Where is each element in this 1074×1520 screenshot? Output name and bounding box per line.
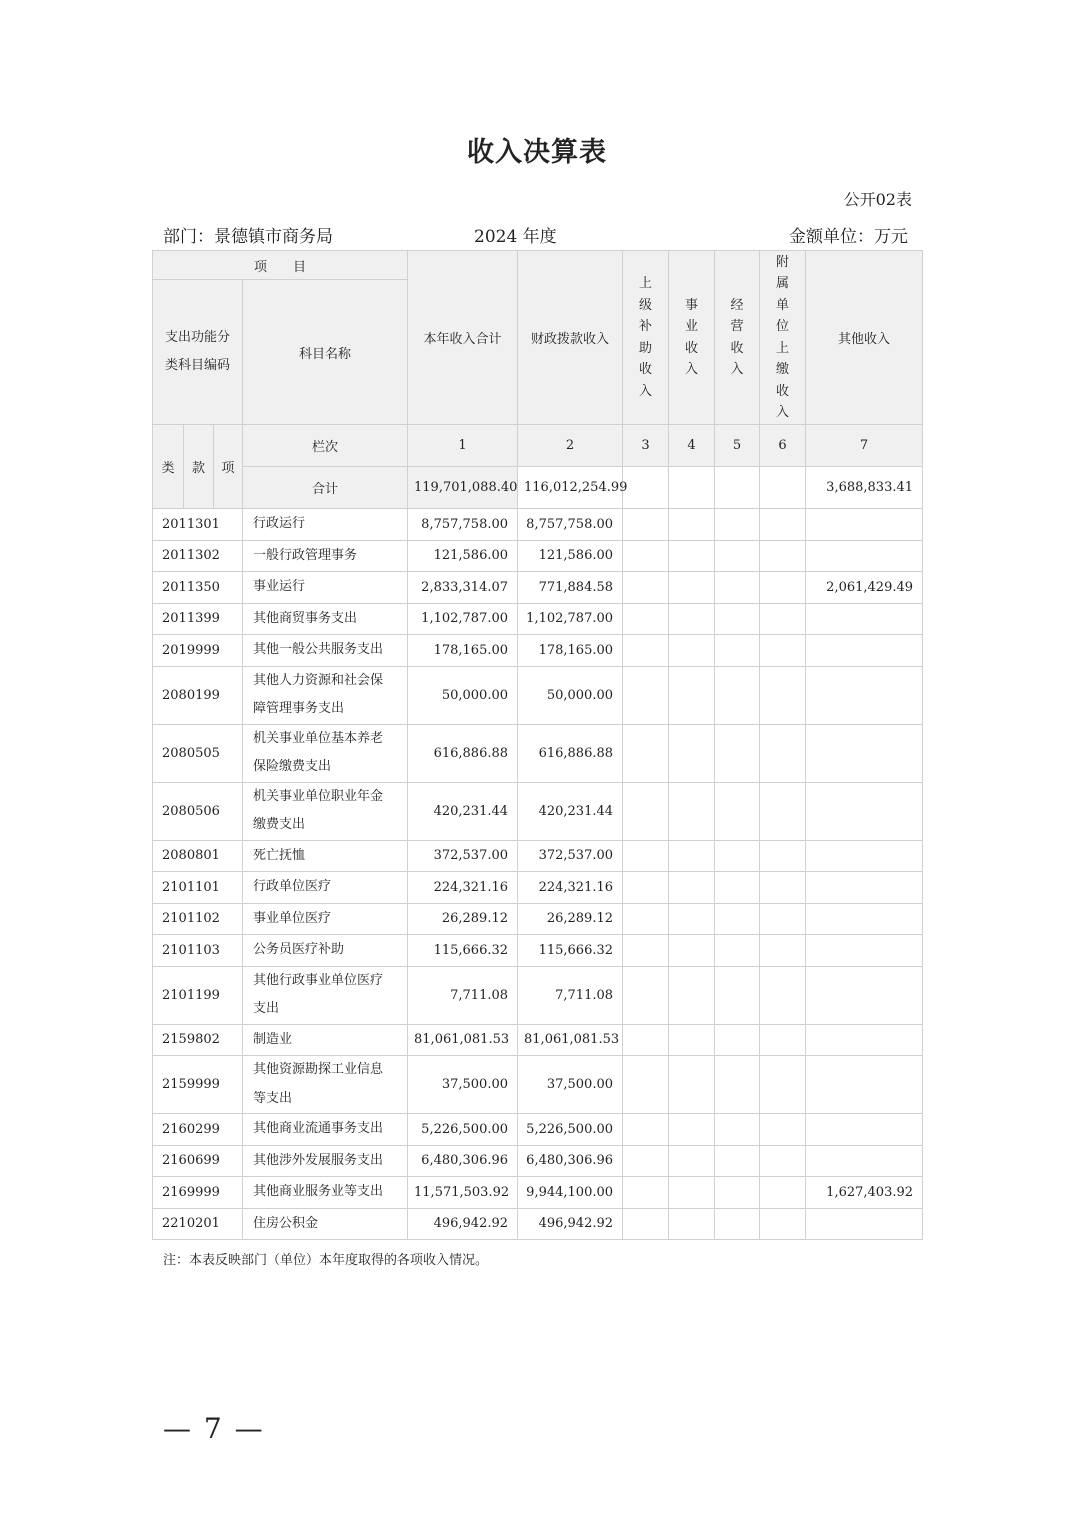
amount-cell: [760, 635, 806, 667]
amount-cell: [715, 1208, 760, 1240]
subject-name: 事业运行: [243, 572, 408, 604]
amount-cell: [715, 872, 760, 904]
amount-cell: 11,571,503.92: [408, 1177, 518, 1209]
col-header-5: 经营收入: [715, 251, 760, 425]
amount-cell: 37,500.00: [518, 1056, 623, 1114]
total-value: 116,012,254.99: [518, 467, 623, 509]
amount-cell: [623, 1208, 669, 1240]
amount-cell: [806, 1114, 923, 1146]
amount-cell: 7,711.08: [408, 966, 518, 1024]
amount-cell: 372,537.00: [518, 840, 623, 872]
amount-cell: [760, 540, 806, 572]
table-row: [153, 1056, 923, 1114]
subject-code: 2101101: [153, 872, 243, 904]
amount-cell: 115,666.32: [408, 935, 518, 967]
header-subject-name: 科目名称: [243, 280, 408, 425]
amount-cell: [806, 1208, 923, 1240]
amount-cell: 420,231.44: [518, 782, 623, 840]
col-number: 1: [408, 425, 518, 467]
table-row: [153, 903, 923, 935]
amount-cell: 1,627,403.92: [806, 1177, 923, 1209]
amount-cell: [715, 903, 760, 935]
amount-cell: [760, 872, 806, 904]
table-row: [153, 935, 923, 967]
table-row: [153, 840, 923, 872]
subject-name: 其他一般公共服务支出: [243, 635, 408, 667]
amount-cell: 115,666.32: [518, 935, 623, 967]
col-header-6: 附属单位上缴收入: [760, 251, 806, 425]
form-number: 公开02表: [843, 190, 912, 209]
amount-cell: 9,944,100.00: [518, 1177, 623, 1209]
col-header-7: 其他收入: [806, 251, 923, 425]
amount-cell: [669, 1056, 715, 1114]
amount-cell: [623, 540, 669, 572]
subject-code: 2101199: [153, 966, 243, 1024]
amount-cell: [669, 1208, 715, 1240]
amount-cell: [760, 1145, 806, 1177]
table-row: [153, 1208, 923, 1240]
subject-code: 2011302: [153, 540, 243, 572]
income-final-accounts-table: [152, 250, 923, 1240]
col-number: 3: [623, 425, 669, 467]
amount-cell: [669, 872, 715, 904]
amount-cell: [669, 603, 715, 635]
col-header-4: 事业收入: [669, 251, 715, 425]
subject-code: 2210201: [153, 1208, 243, 1240]
amount-cell: [623, 782, 669, 840]
amount-cell: [669, 1145, 715, 1177]
amount-cell: 5,226,500.00: [408, 1114, 518, 1146]
amount-cell: [715, 782, 760, 840]
table-row: [153, 666, 923, 724]
amount-cell: [806, 872, 923, 904]
subject-code: 2080801: [153, 840, 243, 872]
amount-cell: [806, 1056, 923, 1114]
subject-code: 2011399: [153, 603, 243, 635]
amount-cell: [669, 540, 715, 572]
subject-name: 死亡抚恤: [243, 840, 408, 872]
col-header-2: 财政拨款收入: [518, 251, 623, 425]
subject-code: 2101103: [153, 935, 243, 967]
amount-cell: [715, 666, 760, 724]
subject-code: 2101102: [153, 903, 243, 935]
table-row: [153, 635, 923, 667]
amount-cell: [806, 603, 923, 635]
subject-name: 行政运行: [243, 509, 408, 541]
total-value: 119,701,088.40: [408, 467, 518, 509]
amount-cell: [623, 1056, 669, 1114]
page-number: — 7 —: [163, 1412, 265, 1445]
amount-cell: 496,942.92: [408, 1208, 518, 1240]
amount-cell: [806, 724, 923, 782]
amount-cell: 6,480,306.96: [408, 1145, 518, 1177]
amount-cell: 2,061,429.49: [806, 572, 923, 604]
amount-cell: [760, 509, 806, 541]
amount-cell: [806, 635, 923, 667]
amount-cell: [623, 635, 669, 667]
amount-cell: 372,537.00: [408, 840, 518, 872]
header-row-label: 栏次: [243, 425, 408, 467]
amount-cell: [715, 540, 760, 572]
amount-cell: [669, 1114, 715, 1146]
amount-cell: [669, 509, 715, 541]
table-row: [153, 603, 923, 635]
amount-cell: [669, 782, 715, 840]
total-value: [669, 467, 715, 509]
amount-cell: [669, 1177, 715, 1209]
amount-cell: [669, 635, 715, 667]
col-header-1: 本年收入合计: [408, 251, 518, 425]
col-number: 5: [715, 425, 760, 467]
amount-cell: 224,321.16: [518, 872, 623, 904]
department: 部门：景德镇市商务局: [163, 227, 333, 247]
subject-code: 2169999: [153, 1177, 243, 1209]
table-row: [153, 1177, 923, 1209]
table-row: [153, 509, 923, 541]
subject-code: 2159802: [153, 1024, 243, 1056]
amount-cell: 178,165.00: [518, 635, 623, 667]
subject-name: 机关事业单位职业年金缴费支出: [243, 782, 408, 840]
amount-cell: [760, 903, 806, 935]
header-item: 项 目: [153, 251, 408, 280]
table-row: [153, 540, 923, 572]
amount-cell: [669, 1024, 715, 1056]
amount-cell: [669, 572, 715, 604]
total-value: [623, 467, 669, 509]
amount-cell: [806, 1024, 923, 1056]
table-row: [153, 1145, 923, 1177]
amount-cell: [715, 509, 760, 541]
amount-cell: [806, 540, 923, 572]
amount-cell: [623, 1177, 669, 1209]
table-row: [153, 872, 923, 904]
amount-cell: [715, 1056, 760, 1114]
amount-cell: 420,231.44: [408, 782, 518, 840]
subject-name: 其他商业流通事务支出: [243, 1114, 408, 1146]
amount-cell: [760, 572, 806, 604]
amount-cell: 81,061,081.53: [408, 1024, 518, 1056]
amount-cell: [623, 509, 669, 541]
amount-cell: [806, 840, 923, 872]
amount-cell: [760, 1024, 806, 1056]
amount-cell: [715, 966, 760, 1024]
amount-cell: [623, 872, 669, 904]
amount-cell: [623, 724, 669, 782]
amount-cell: [623, 572, 669, 604]
table-row: [153, 1114, 923, 1146]
amount-cell: [806, 903, 923, 935]
subject-name: 事业单位医疗: [243, 903, 408, 935]
amount-cell: [760, 935, 806, 967]
subject-code: 2011301: [153, 509, 243, 541]
col-number: 4: [669, 425, 715, 467]
amount-unit: 金额单位：万元: [789, 227, 908, 247]
table-row: [153, 572, 923, 604]
header-lei: 类: [153, 425, 184, 509]
amount-cell: [806, 935, 923, 967]
amount-cell: 37,500.00: [408, 1056, 518, 1114]
amount-cell: [715, 724, 760, 782]
amount-cell: [623, 603, 669, 635]
amount-cell: [669, 840, 715, 872]
amount-cell: [623, 1114, 669, 1146]
col-number: 6: [760, 425, 806, 467]
subject-code: 2160699: [153, 1145, 243, 1177]
amount-cell: [715, 935, 760, 967]
amount-cell: [669, 724, 715, 782]
amount-cell: [669, 903, 715, 935]
amount-cell: [623, 935, 669, 967]
header-code-group: 支出功能分类科目编码: [153, 280, 243, 425]
amount-cell: [760, 603, 806, 635]
amount-cell: 26,289.12: [518, 903, 623, 935]
table-row: [153, 966, 923, 1024]
amount-cell: 81,061,081.53: [518, 1024, 623, 1056]
subject-code: 2159999: [153, 1056, 243, 1114]
amount-cell: 2,833,314.07: [408, 572, 518, 604]
amount-cell: [760, 1177, 806, 1209]
subject-name: 其他行政事业单位医疗支出: [243, 966, 408, 1024]
amount-cell: 121,586.00: [518, 540, 623, 572]
amount-cell: [806, 966, 923, 1024]
amount-cell: [715, 1114, 760, 1146]
amount-cell: [715, 1024, 760, 1056]
amount-cell: 50,000.00: [518, 666, 623, 724]
total-label: 合计: [243, 467, 408, 509]
amount-cell: 771,884.58: [518, 572, 623, 604]
table-row: [153, 1024, 923, 1056]
amount-cell: 178,165.00: [408, 635, 518, 667]
subject-code: 2080506: [153, 782, 243, 840]
subject-name: 住房公积金: [243, 1208, 408, 1240]
subject-name: 其他商贸事务支出: [243, 603, 408, 635]
amount-cell: [806, 1145, 923, 1177]
amount-cell: 224,321.16: [408, 872, 518, 904]
subject-code: 2019999: [153, 635, 243, 667]
amount-cell: [669, 666, 715, 724]
amount-cell: 50,000.00: [408, 666, 518, 724]
amount-cell: 26,289.12: [408, 903, 518, 935]
amount-cell: 121,586.00: [408, 540, 518, 572]
amount-cell: [623, 666, 669, 724]
table-row: [153, 724, 923, 782]
amount-cell: 1,102,787.00: [408, 603, 518, 635]
amount-cell: 6,480,306.96: [518, 1145, 623, 1177]
subject-code: 2011350: [153, 572, 243, 604]
fiscal-year: 2024 年度: [474, 227, 557, 247]
total-value: [715, 467, 760, 509]
amount-cell: [715, 635, 760, 667]
amount-cell: [623, 1024, 669, 1056]
amount-cell: [715, 1177, 760, 1209]
amount-cell: [715, 603, 760, 635]
amount-cell: [806, 666, 923, 724]
amount-cell: [760, 724, 806, 782]
amount-cell: 8,757,758.00: [408, 509, 518, 541]
amount-cell: [760, 1114, 806, 1146]
subject-name: 机关事业单位基本养老保险缴费支出: [243, 724, 408, 782]
amount-cell: 616,886.88: [408, 724, 518, 782]
amount-cell: [623, 966, 669, 1024]
amount-cell: [715, 1145, 760, 1177]
amount-cell: 7,711.08: [518, 966, 623, 1024]
subject-name: 其他人力资源和社会保障管理事务支出: [243, 666, 408, 724]
subject-name: 其他资源勘探工业信息等支出: [243, 1056, 408, 1114]
amount-cell: [760, 1056, 806, 1114]
header-xiang: 项: [214, 425, 243, 509]
amount-cell: [623, 840, 669, 872]
subject-name: 行政单位医疗: [243, 872, 408, 904]
subject-name: 制造业: [243, 1024, 408, 1056]
subject-code: 2160299: [153, 1114, 243, 1146]
page-title: 收入决算表: [467, 137, 607, 168]
amount-cell: [760, 966, 806, 1024]
subject-code: 2080505: [153, 724, 243, 782]
amount-cell: [715, 840, 760, 872]
amount-cell: [760, 666, 806, 724]
amount-cell: 496,942.92: [518, 1208, 623, 1240]
subject-name: 其他商业服务业等支出: [243, 1177, 408, 1209]
col-number: 7: [806, 425, 923, 467]
subject-name: 一般行政管理事务: [243, 540, 408, 572]
col-number: 2: [518, 425, 623, 467]
amount-cell: [623, 1145, 669, 1177]
table-row: [153, 782, 923, 840]
amount-cell: [669, 935, 715, 967]
amount-cell: 616,886.88: [518, 724, 623, 782]
total-value: [760, 467, 806, 509]
amount-cell: [760, 1208, 806, 1240]
amount-cell: 8,757,758.00: [518, 509, 623, 541]
amount-cell: [669, 966, 715, 1024]
amount-cell: [760, 840, 806, 872]
amount-cell: 5,226,500.00: [518, 1114, 623, 1146]
total-value: 3,688,833.41: [806, 467, 923, 509]
amount-cell: 1,102,787.00: [518, 603, 623, 635]
amount-cell: [806, 509, 923, 541]
table-note: 注：本表反映部门（单位）本年度取得的各项收入情况。: [163, 1253, 489, 1268]
total-row: [153, 467, 923, 509]
header-kuan: 款: [184, 425, 214, 509]
subject-name: 其他涉外发展服务支出: [243, 1145, 408, 1177]
amount-cell: [760, 782, 806, 840]
subject-code: 2080199: [153, 666, 243, 724]
subject-name: 公务员医疗补助: [243, 935, 408, 967]
amount-cell: [715, 572, 760, 604]
col-header-3: 上级补助收入: [623, 251, 669, 425]
amount-cell: [806, 782, 923, 840]
amount-cell: [623, 903, 669, 935]
